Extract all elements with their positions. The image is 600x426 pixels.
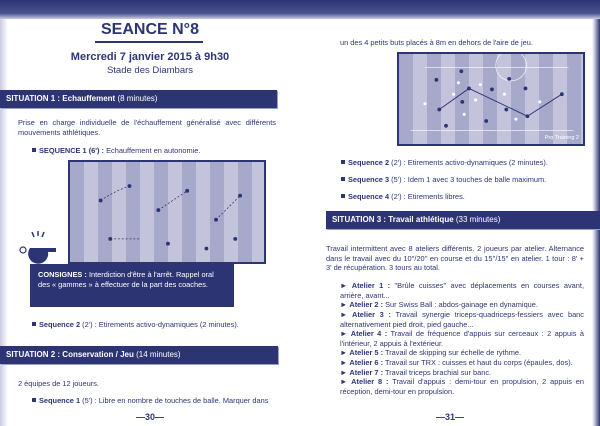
title-underline [95,41,203,43]
atelier-7: ► Atelier 7 : Travail triceps brachial sur banc. [340,367,492,377]
whistle-icon [18,230,64,266]
sequence-2-right: Sequence 2 (2') : Etirements activo-dynamiques (2 minutes). [341,158,548,168]
sequence-1: SEQUENCE 1 (6') : Echauffement en autonomie. [32,146,200,156]
session-date: Mercredi 7 janvier 2015 à 9h30 [70,51,230,63]
situation-3-intro: Travail intermittent avec 8 ateliers différents. 2 joueurs par atelier. Alternance dans le travail avec du 10''/20'' en course et du 15''/15'' en atelier. 1 tour : 8' + 3' de récupération. 3 tours au total. [326,244,584,273]
atelier-5: ► Atelier 5 : Travail de skipping sur échelle de rythme. [340,348,522,358]
warmup-diagram [68,160,266,264]
sequence-4: Sequence 4 (2') : Etirements libres. [341,192,465,202]
session-venue: Stade des Diambars [106,65,194,76]
atelier-3: ► Atelier 3 : Travail synergie triceps-quadriceps-fessiers avec banc alternativement pied droit, pied gauche... [340,309,584,329]
atelier-8: ► Atelier 8 : Travail d'appuis : demi-tour en propulsion, 2 appuis en réception, demi-tour en propulsion. [340,377,585,396]
page-number-right: —31— [435,412,464,422]
left-margin-strip [0,19,8,426]
sequence-3: Sequence 3 (5') : Idem 1 avec 3 touches de balle maximum. [341,175,546,185]
situation-2-header: SITUATION 2 : Conservation / Jeu (14 minutes) [0,346,278,364]
situation-3-header: SITUATION 3 : Travail athlétique (33 minutes) [326,211,600,229]
page-title: SEANCE N°8 [101,21,199,38]
consignes-box: CONSIGNES : Interdiction d'être à l'arrêt. Rappel oral des « gammes » à effectuer de la part des coaches. [30,264,234,307]
sequence-2: Sequence 2 (2') : Etirements activo-dynamiques (2 minutes). [32,320,239,330]
situation-2-intro: 2 équipes de 12 joueurs. [18,379,99,388]
situation-1-intro: Prise en charge individuelle de l'échauffement généralisé avec différents mouvements athlétiques. [18,118,276,137]
atelier-6: ► Atelier 6 : Travail sur TRX : cuisses et haut du corps (épaules, dos). [340,358,573,367]
ateliers-list [340,281,584,397]
image-caption: Pro Training 2 [544,134,579,141]
conservation-diagram [397,52,585,146]
atelier-2: ► Atelier 2 : Sur Swiss Ball : abdos-gainage en dynamique. [340,300,538,310]
situation-2-sequence-1: Sequence 1 (5') : Libre en nombre de touches de balle. Marquer dans [32,396,268,406]
page-number-left: —30— [135,412,164,422]
atelier-1: ► Atelier 1 : "Brûle cuisses" avec déplacements en courses avant, arrière, avant... [340,281,584,300]
situation-1-header: SITUATION 1 : Echauffement (8 minutes) [0,90,277,108]
atelier-4: ► Atelier 4 : Travail de fréquence d'appuis sur cerceaux : 2 appuis à l'intérieur, 2 appuis à l'extérieur. [340,329,584,348]
continuation-text: un des 4 petits buts placés à 8m en dehors de l'aire de jeu. [340,38,533,47]
header-band [0,0,600,19]
